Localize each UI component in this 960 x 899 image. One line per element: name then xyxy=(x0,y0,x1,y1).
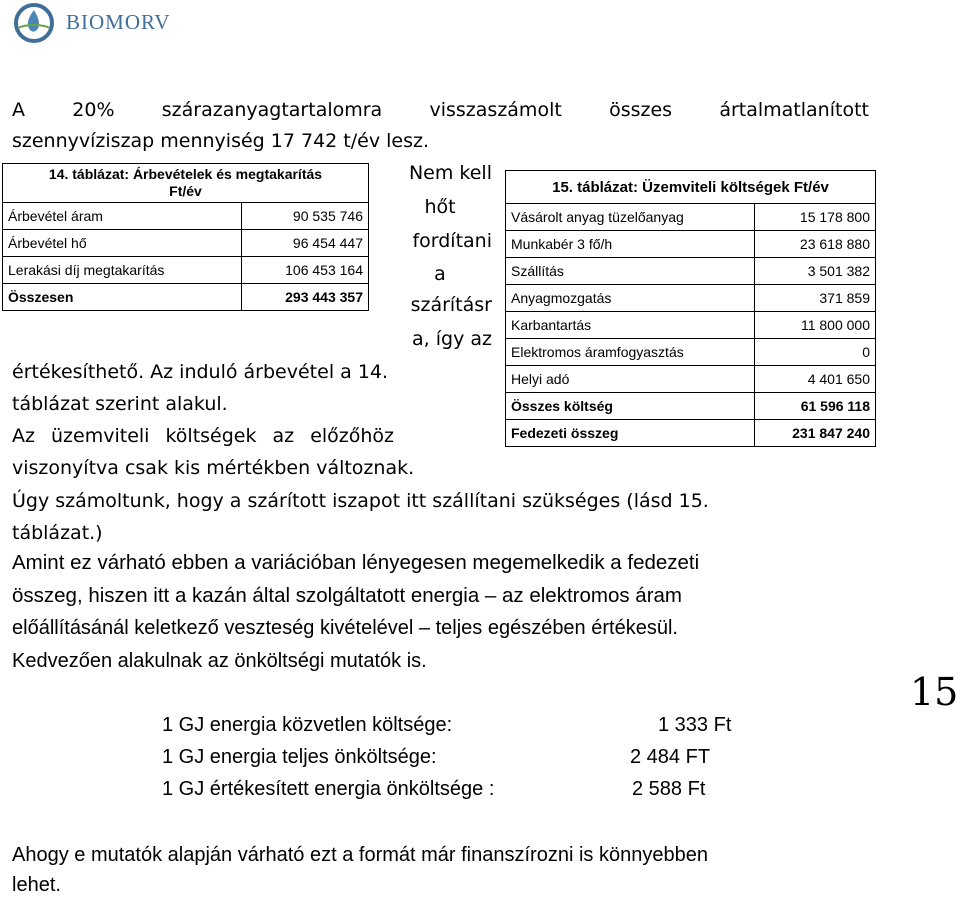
row-value: 90 535 746 xyxy=(242,203,369,230)
table-row xyxy=(506,339,876,366)
row-value: 11 800 000 xyxy=(755,312,876,339)
table-total-row xyxy=(3,284,369,311)
indicator-value: 1 333 Ft xyxy=(658,714,732,736)
table-row xyxy=(3,257,369,284)
text-column-line: fordítani xyxy=(412,230,492,252)
table-title xyxy=(3,164,369,203)
row-label: Anyagmozgatás xyxy=(506,285,755,312)
row-value: 15 178 800 xyxy=(755,204,876,231)
row-value: 106 453 164 xyxy=(242,257,369,284)
row-label: Árbevétel áram xyxy=(3,203,242,230)
closing-line: lehet. xyxy=(12,874,61,896)
word: visszaszámolt xyxy=(429,99,562,121)
row-value: 96 454 447 xyxy=(242,230,369,257)
intro-line-1 xyxy=(12,95,869,126)
paragraph-line: Amint ez várható ebben a variációban lényegesen megemelkedik a fedezeti xyxy=(12,551,700,574)
indicator-label: 1 GJ értékesített energia önköltsége : xyxy=(162,778,495,800)
indicator-label: 1 GJ energia közvetlen költsége: xyxy=(162,714,453,736)
row-label: Munkabér 3 fő/h xyxy=(506,231,755,258)
indicator-value: 2 588 Ft xyxy=(632,778,706,800)
row-value: 3 501 382 xyxy=(755,258,876,285)
row-value: 293 443 357 xyxy=(242,284,369,311)
table-row xyxy=(506,366,876,393)
row-label: Összesen xyxy=(3,284,242,311)
word: ártalmatlanított xyxy=(719,99,869,121)
row-value: 23 618 880 xyxy=(755,231,876,258)
revenue-table xyxy=(2,163,369,311)
row-label: Árbevétel hő xyxy=(3,230,242,257)
table-row xyxy=(506,312,876,339)
table-row xyxy=(3,230,369,257)
table-row xyxy=(506,258,876,285)
table-title: 15. táblázat: Üzemviteli költségek Ft/év xyxy=(506,171,876,204)
paragraph-line: összeg, hiszen itt a kazán által szolgáltatott energia – az elektromos áram xyxy=(12,584,683,607)
row-value: 371 859 xyxy=(755,285,876,312)
logo-emblem-icon xyxy=(8,2,66,44)
text-column-line: szárításr xyxy=(410,294,492,316)
row-label: Összes költség xyxy=(506,393,755,420)
row-value: 231 847 240 xyxy=(755,420,876,447)
table-title-row xyxy=(506,171,876,204)
table-row xyxy=(506,285,876,312)
table-margin-row xyxy=(506,420,876,447)
text-column-line: hőt xyxy=(424,196,456,218)
body-line: táblázat.) xyxy=(12,522,103,544)
row-label: Fedezeti összeg xyxy=(506,420,755,447)
row-label: Helyi adó xyxy=(506,366,755,393)
body-line: táblázat szerint alakul. xyxy=(12,393,228,415)
body-line: Úgy számoltunk, hogy a szárított iszapot itt szállítani szükséges (lásd 15. xyxy=(12,490,709,512)
intro-line-2: szennyvíziszap mennyiség 17 742 t/év lesz. xyxy=(12,130,429,152)
word: A xyxy=(12,99,25,121)
operating-cost-table xyxy=(505,170,876,447)
body-line: viszonyítva csak kis mértékben változnak. xyxy=(12,457,415,479)
word: szárazanyagtartalomra xyxy=(161,99,383,121)
word: 20% xyxy=(72,99,115,121)
text-column-line: Nem kell xyxy=(408,162,492,184)
closing-line: Ahogy e mutatók alapján várható ezt a formát már finanszírozni is könnyebben xyxy=(12,844,708,866)
text-column-line: a xyxy=(434,263,446,285)
text-column-line: a, így az xyxy=(412,328,492,350)
table-title-row xyxy=(3,164,369,203)
row-value: 61 596 118 xyxy=(755,393,876,420)
word: összes xyxy=(609,99,673,121)
table-row xyxy=(3,203,369,230)
table-title-line: 14. táblázat: Árbevételek és megtakarítás xyxy=(48,166,323,182)
page-number: 15 xyxy=(910,670,959,714)
body-line: Az üzemviteli költségek az előzőhöz xyxy=(12,425,395,447)
row-value: 0 xyxy=(755,339,876,366)
row-value: 4 401 650 xyxy=(755,366,876,393)
indicator-value: 2 484 FT xyxy=(630,746,711,768)
row-label: Elektromos áramfogyasztás xyxy=(506,339,755,366)
logo-text: BIOMORV xyxy=(66,10,171,34)
row-label: Karbantartás xyxy=(506,312,755,339)
row-label: Vásárolt anyag tüzelőanyag xyxy=(506,204,755,231)
table-row xyxy=(506,231,876,258)
indicator-label: 1 GJ energia teljes önköltsége: xyxy=(162,746,437,768)
paragraph-line: Kedvezően alakulnak az önköltségi mutatók is. xyxy=(12,650,427,672)
body-line: értékesíthető. Az induló árbevétel a 14. xyxy=(12,361,389,383)
table-total-row xyxy=(506,393,876,420)
paragraph-line: előállításánál keletkező veszteség kivételével – teljes egészében értékesül. xyxy=(12,617,678,639)
table-row xyxy=(506,204,876,231)
row-label: Lerakási díj megtakarítás xyxy=(3,257,242,284)
table-title-line: Ft/év xyxy=(169,183,202,199)
row-label: Szállítás xyxy=(506,258,755,285)
